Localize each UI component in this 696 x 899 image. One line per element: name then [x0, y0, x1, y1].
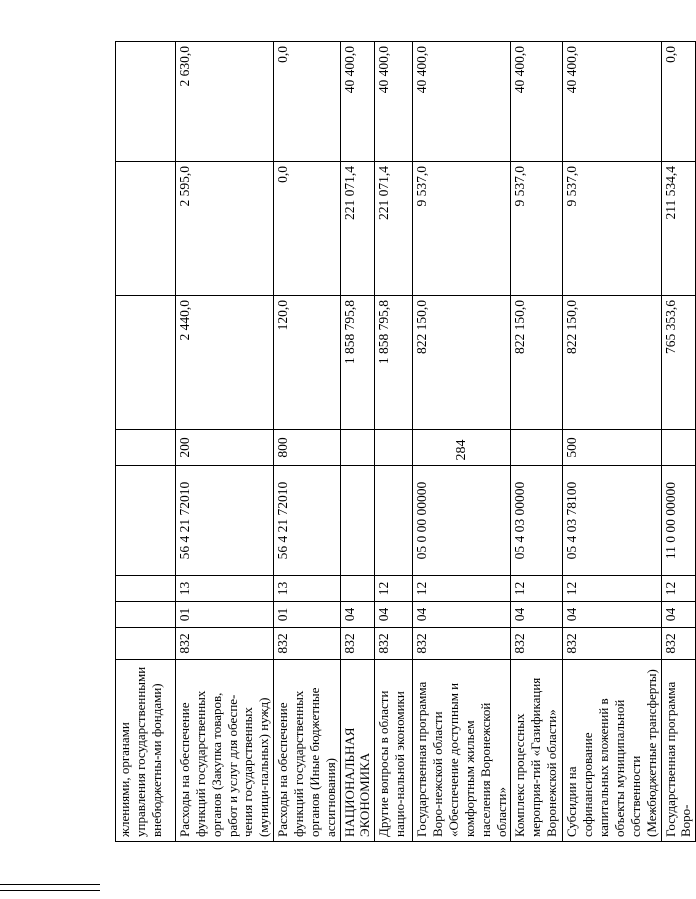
cell-rz: 04 [413, 602, 511, 628]
cell-pr: 12 [511, 576, 563, 602]
cell-rz: 01 [176, 602, 274, 628]
cell-csr: 05 4 03 00000 [511, 466, 563, 576]
cell-vr [413, 430, 511, 466]
budget-table [115, 41, 696, 842]
cell-value-1 [116, 296, 176, 430]
cell-value-1: 822 150,0 [413, 296, 511, 430]
cell-rz: 04 [340, 602, 375, 628]
row-name: НАЦИОНАЛЬНАЯ ЭКОНОМИКА [340, 660, 375, 842]
cell-gr: 832 [274, 628, 340, 660]
cell-gr: 832 [413, 628, 511, 660]
cell-vr: 500 [563, 430, 661, 466]
row-name: жлениями, органами управления государственными внебюджетны-ми фондами) [116, 660, 176, 842]
table-row [511, 42, 563, 842]
cell-gr: 832 [176, 628, 274, 660]
cell-pr: 13 [274, 576, 340, 602]
row-name: Государственная программа Воро- [661, 660, 696, 842]
row-name: Субсидии на софинансирование капитальных вложений в объекты муниципальной собственности (Межбюджетные трансферты) [563, 660, 661, 842]
cell-value-1: 120,0 [274, 296, 340, 430]
cell-value-3: 0,0 [274, 42, 340, 162]
cell-value-2: 0,0 [274, 162, 340, 296]
cell-value-3: 40 400,0 [563, 42, 661, 162]
table-row [413, 42, 511, 842]
cell-value-2: 211 534,4 [661, 162, 696, 296]
cell-value-1: 765 353,6 [661, 296, 696, 430]
table-row [176, 42, 274, 842]
table-row [340, 42, 375, 842]
table-row [375, 42, 413, 842]
cell-value-3: 2 630,0 [176, 42, 274, 162]
cell-csr [375, 466, 413, 576]
cell-pr: 13 [176, 576, 274, 602]
row-name: Расходы на обеспечение функций государственных органов (Закупка товаров, работ и услуг для обеспе-чения государственных (муници-пальных) нужд) [176, 660, 274, 842]
cell-value-2: 221 071,4 [375, 162, 413, 296]
cell-rz: 04 [661, 602, 696, 628]
row-name: Расходы на обеспечение функций государственных органов (Иные бюджетные ассигнования) [274, 660, 340, 842]
cell-value-3: 0,0 [661, 42, 696, 162]
cell-value-1: 2 440,0 [176, 296, 274, 430]
cell-rz: 04 [375, 602, 413, 628]
row-name: Другие вопросы в области нацио-нальной экономики [375, 660, 413, 842]
cell-value-2: 9 537,0 [563, 162, 661, 296]
cell-value-3: 40 400,0 [375, 42, 413, 162]
cell-rz [116, 602, 176, 628]
cell-pr: 12 [563, 576, 661, 602]
footer-rule [0, 890, 100, 891]
cell-value-1: 822 150,0 [511, 296, 563, 430]
cell-vr [116, 430, 176, 466]
cell-vr [340, 430, 375, 466]
cell-csr: 11 0 00 00000 [661, 466, 696, 576]
cell-rz: 01 [274, 602, 340, 628]
cell-rz: 04 [511, 602, 563, 628]
footer-rule [0, 884, 100, 885]
cell-vr: 200 [176, 430, 274, 466]
cell-value-1: 1 858 795,8 [340, 296, 375, 430]
table-row [563, 42, 661, 842]
cell-value-3: 40 400,0 [511, 42, 563, 162]
cell-vr [511, 430, 563, 466]
page-number: 284 [454, 439, 469, 461]
cell-vr: 800 [274, 430, 340, 466]
cell-gr: 832 [511, 628, 563, 660]
cell-value-2: 221 071,4 [340, 162, 375, 296]
cell-value-2: 9 537,0 [511, 162, 563, 296]
table-row [274, 42, 340, 842]
cell-csr [116, 466, 176, 576]
cell-pr [116, 576, 176, 602]
cell-value-1: 822 150,0 [563, 296, 661, 430]
cell-pr: 12 [375, 576, 413, 602]
cell-csr: 56 4 21 72010 [274, 466, 340, 576]
cell-value-2: 2 595,0 [176, 162, 274, 296]
cell-gr: 832 [661, 628, 696, 660]
cell-pr: 12 [413, 576, 511, 602]
budget-table-container [115, 42, 694, 842]
cell-value-2: 9 537,0 [413, 162, 511, 296]
table-row [661, 42, 696, 842]
cell-value-2 [116, 162, 176, 296]
cell-csr: 56 4 21 72010 [176, 466, 274, 576]
cell-gr: 832 [375, 628, 413, 660]
cell-vr [661, 430, 696, 466]
cell-csr: 05 0 00 00000 [413, 466, 511, 576]
cell-rz: 04 [563, 602, 661, 628]
cell-gr: 832 [340, 628, 375, 660]
cell-csr: 05 4 03 78100 [563, 466, 661, 576]
cell-gr [116, 628, 176, 660]
cell-pr [340, 576, 375, 602]
table-row [116, 42, 176, 842]
cell-vr [375, 430, 413, 466]
cell-value-1: 1 858 795,8 [375, 296, 413, 430]
cell-value-3: 40 400,0 [340, 42, 375, 162]
row-name: Государственная программа Воро-нежской области «Обеспечение доступным и комфортным жильем населения Воронежской области» [413, 660, 511, 842]
cell-gr: 832 [563, 628, 661, 660]
cell-value-3 [116, 42, 176, 162]
row-name: Комплекс процессных мероприя-тий «Газификация Воронежской области» [511, 660, 563, 842]
cell-pr: 12 [661, 576, 696, 602]
cell-value-3: 40 400,0 [413, 42, 511, 162]
cell-csr [340, 466, 375, 576]
